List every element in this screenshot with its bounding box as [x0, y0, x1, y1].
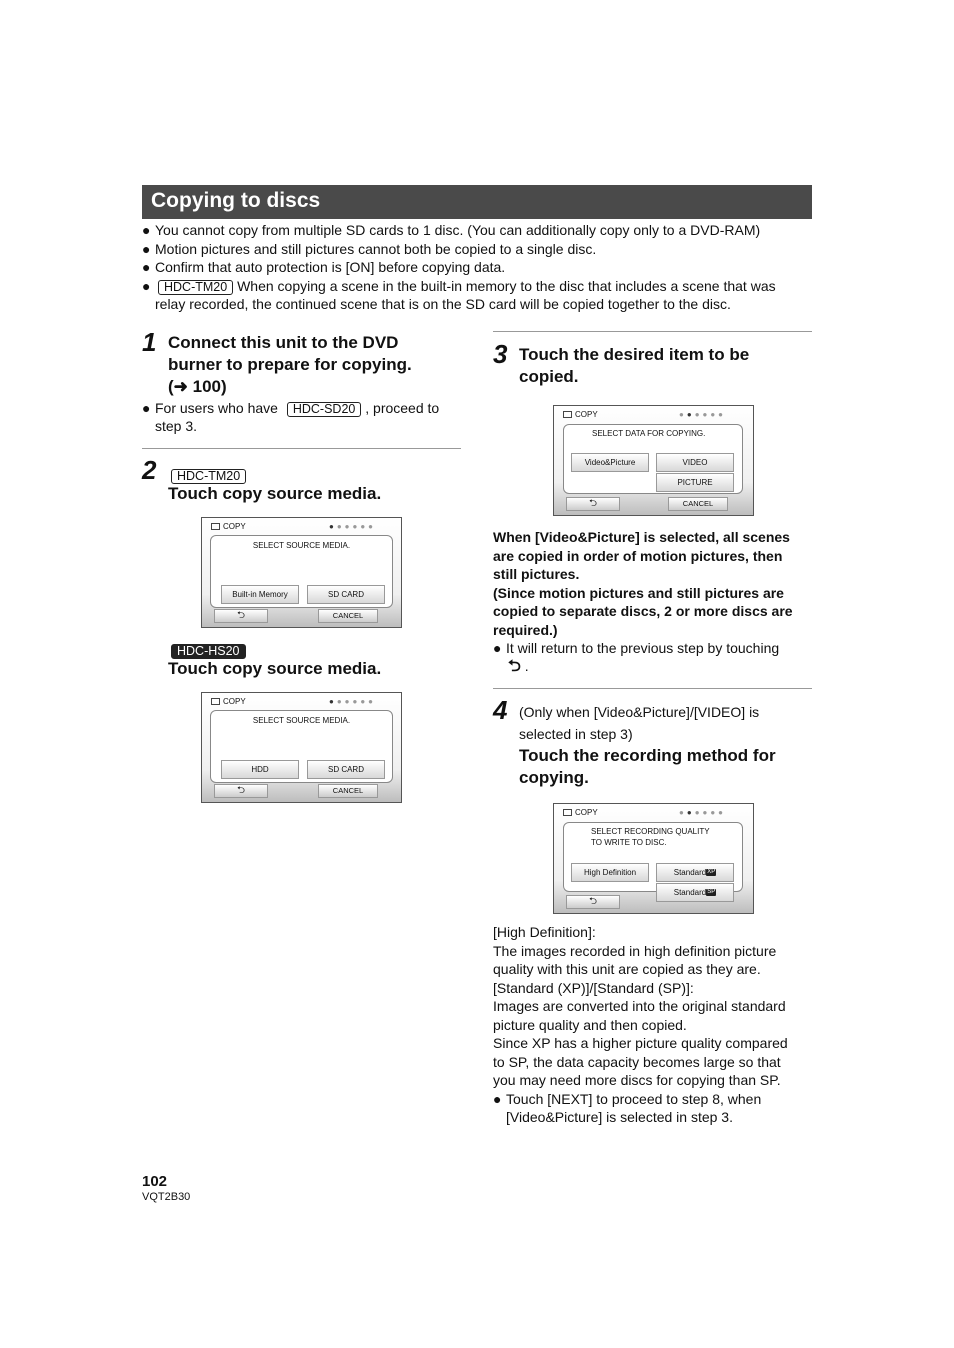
sp-badge: SP [707, 889, 716, 896]
sd-card-button[interactable]: SD CARD [307, 760, 385, 779]
copy-icon [563, 809, 572, 816]
step1-note: ● For users who have HDC-SD20 , proceed to [142, 400, 440, 416]
bullet-dot: ● [493, 640, 502, 656]
step1-note-cont: step 3. [155, 418, 198, 434]
intro-bullet-4: ● HDC-TM20 When copying a scene in the built-in memory to the disc that includes a scene that was [142, 278, 776, 294]
intro-bullet-1: ● You cannot copy from multiple SD cards to 1 disc. (You can additionally copy only to a DVD-RAM) [142, 222, 761, 238]
screen-title: COPY [211, 522, 246, 531]
standard-sp-button[interactable]: StandardSP [656, 883, 734, 902]
step3-number: 3 [493, 339, 508, 369]
step2-heading-b: Touch copy source media. [168, 659, 382, 678]
divider [493, 331, 812, 332]
cancel-button[interactable]: CANCEL [668, 497, 728, 511]
step1-heading: Connect this unit to the DVD burner to prepare for copying. (➜ 100) [168, 333, 412, 396]
model-tag: HDC-HS20 [171, 644, 246, 659]
step4-heading: Touch the recording method for copying. [519, 746, 776, 787]
intro-bullet-4-cont: relay recorded, the continued scene that is on the SD card will be copied together to the disc. [155, 296, 731, 312]
high-definition-button[interactable]: High Definition [571, 863, 649, 882]
step4-precondition: (Only when [Video&Picture]/[VIDEO] is selected in step 3) [519, 704, 760, 742]
final-note: ● Touch [NEXT] to proceed to step 8, when [493, 1091, 762, 1107]
doc-code: VQT2B30 [142, 1191, 191, 1203]
screen-select-quality [553, 803, 754, 914]
copy-icon [211, 523, 220, 530]
return-button[interactable]: ⮌ [214, 609, 268, 623]
page-dots-icon: ●●●●●● [329, 522, 377, 531]
screen-panel: SELECT RECORDING QUALITY TO WRITE TO DISC. High Definition StandardXP [563, 822, 743, 892]
step4-number: 4 [493, 695, 508, 725]
picture-button[interactable]: PICTURE [656, 473, 734, 492]
final-note-cont: [Video&Picture] is selected in step 3. [506, 1109, 733, 1125]
step2-heading-a: Touch copy source media. [168, 484, 382, 503]
return-icon: ⮌ [508, 658, 521, 675]
screen-title: COPY [211, 697, 246, 706]
step3-bold-description: When [Video&Picture] is selected, all scenes are copied in order of motion pictures, then still pictures. (Since motion pictures and still pictures are copied to separate discs, 2 or more discs are required.) [493, 529, 793, 638]
step1-number: 1 [142, 327, 157, 357]
bullet-dot: ● [493, 1091, 502, 1107]
bullet-dot: ● [142, 222, 151, 238]
hdd-button[interactable]: HDD [221, 760, 299, 779]
sd-card-button[interactable]: SD CARD [307, 585, 385, 604]
page-dots-icon: ●●●●●● [329, 697, 377, 706]
step3-note: ● It will return to the previous step by touching [493, 640, 780, 656]
divider [142, 448, 461, 449]
section-title: Copying to discs [151, 189, 321, 212]
bullet-dot: ● [142, 400, 151, 416]
screen-title: COPY [563, 410, 598, 419]
screen-select-source-memory [201, 517, 402, 628]
page-dots-icon: ●●●●●● [679, 808, 727, 817]
model-tag: HDC-SD20 [287, 402, 362, 417]
screen-panel: SELECT SOURCE MEDIA. Built-in Memory SD CARD [210, 535, 393, 608]
intro-bullet-3: ● Confirm that auto protection is [ON] before copying data. [142, 259, 506, 275]
standard-xp-button[interactable]: StandardXP [656, 863, 734, 882]
return-button[interactable]: ⮌ [566, 497, 620, 511]
model-tag: HDC-TM20 [158, 280, 233, 295]
xp-badge: XP [707, 869, 716, 876]
screen-select-data [553, 405, 754, 516]
page-dots-icon: ●●●●●● [679, 410, 727, 419]
copy-icon [211, 698, 220, 705]
bullet-dot: ● [142, 241, 151, 257]
return-button[interactable]: ⮌ [214, 784, 268, 798]
screen-panel: SELECT SOURCE MEDIA. HDD SD CARD [210, 710, 393, 783]
screen-select-source-hdd [201, 692, 402, 803]
divider [493, 688, 812, 689]
step2-number: 2 [142, 455, 157, 485]
return-button[interactable]: ⮌ [566, 895, 620, 909]
page-number: 102 [142, 1173, 168, 1190]
bullet-dot: ● [142, 278, 151, 294]
step3-note-cont: ⮌ . [508, 658, 529, 675]
section-title-bar [142, 185, 812, 219]
screen-panel: SELECT DATA FOR COPYING. Video&Picture VIDEO PICTURE [563, 424, 743, 494]
intro-bullet-2: ● Motion pictures and still pictures cannot both be copied to a single disc. [142, 241, 597, 257]
bullet-dot: ● [142, 259, 151, 275]
screen-title: COPY [563, 808, 598, 817]
quality-description: [High Definition]: The images recorded in high definition picture quality with this unit are copied as they are. [Standard (XP)]/[Standard (SP)]: Images are converted into the original standard picture quality and then copied. Since XP has a higher picture quality compared to SP, the data capacity becomes large so that you may need more discs for copying than SP. [493, 924, 788, 1088]
copy-icon [563, 411, 572, 418]
cancel-button[interactable]: CANCEL [318, 609, 378, 623]
video-button[interactable]: VIDEO [656, 453, 734, 472]
step3-heading: Touch the desired item to be copied. [519, 345, 750, 386]
model-tag: HDC-TM20 [171, 469, 246, 484]
video-picture-button[interactable]: Video&Picture [571, 453, 649, 472]
built-in-memory-button[interactable]: Built-in Memory [221, 585, 299, 604]
cancel-button[interactable]: CANCEL [318, 784, 378, 798]
